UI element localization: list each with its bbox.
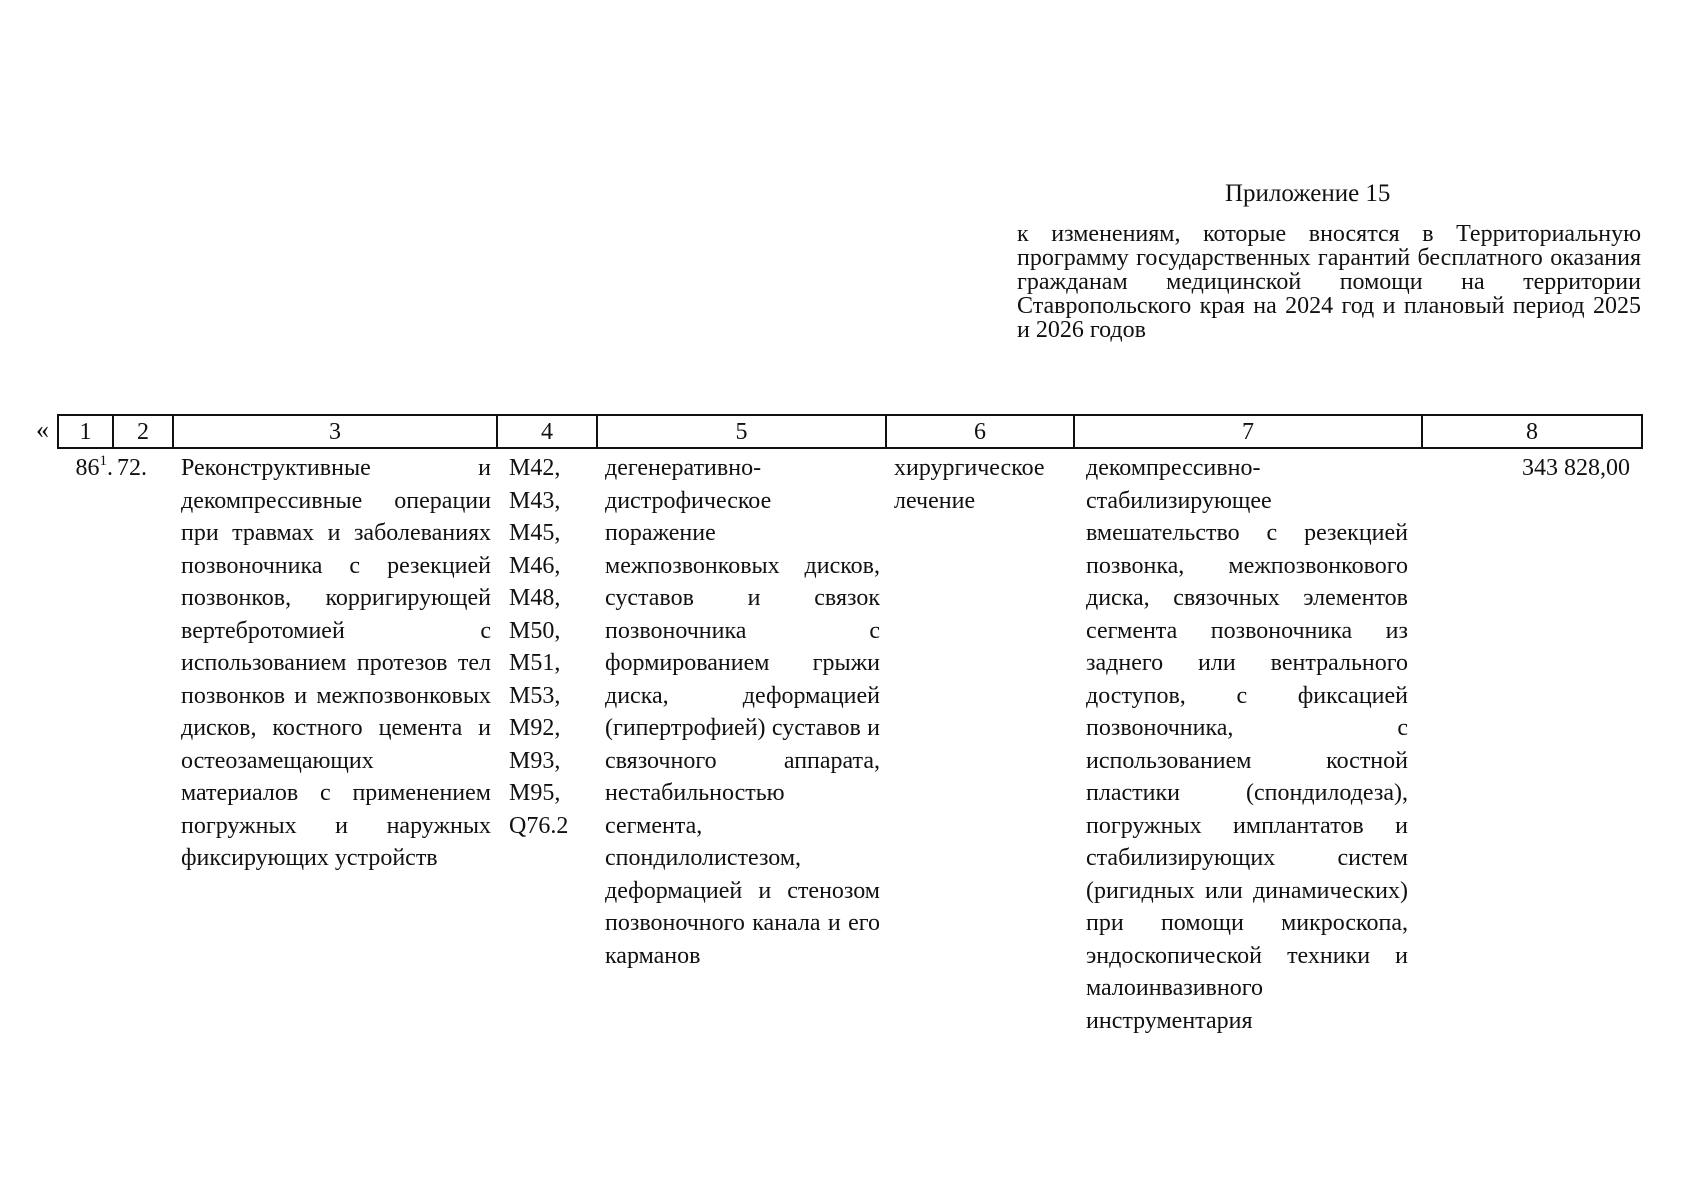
column-header: 8 (1422, 415, 1642, 448)
row-index-cell: 72. (117, 455, 147, 481)
column-number-row (58, 415, 1642, 448)
diagnosis-code: M53, (509, 682, 561, 709)
diagnosis-code: M42, (509, 455, 561, 481)
diagnosis-code: M51, (509, 650, 561, 676)
column-header: 6 (886, 415, 1074, 448)
row-number: 86 (75, 455, 100, 481)
diagnosis-code: M92, (509, 715, 561, 741)
diagnosis-code: M43, (509, 487, 561, 514)
row-number-dot: . (107, 455, 113, 481)
column-header: 1 (58, 415, 113, 448)
row-number-cell (58, 448, 113, 1037)
appendix-title: Приложение 15 (1225, 180, 1391, 207)
treatment-type-cell: хирургическое лечение (894, 455, 1045, 514)
column-header: 4 (497, 415, 597, 448)
diagnosis-code: M45, (509, 520, 561, 546)
diagnosis-code: M46, (509, 552, 561, 579)
row-number-superscript: 1 (99, 453, 107, 469)
diagnosis-code: M95, (509, 780, 561, 806)
services-table (57, 414, 1643, 1037)
diagnosis-codes-cell (497, 448, 597, 1037)
cost-cell: 343 828,00 (1522, 455, 1630, 481)
column-header: 2 (113, 415, 173, 448)
column-header: 5 (597, 415, 886, 448)
column-header: 3 (173, 415, 497, 448)
patient-model-cell: дегенеративно-дистрофическое поражение межпозвонковых дисков, суставов и связок позвоночника с формированием грыжи диска, деформацией (гипертрофией) суставов и связочного аппарата, нестабильностью сегмента, спондилолистезом, деформацией и стенозом позвоночного канала и его карманов (605, 455, 880, 969)
table-row (58, 448, 1642, 1037)
diagnosis-code: M93, (509, 747, 561, 774)
diagnosis-code: Q76.2 (509, 812, 569, 839)
appendix-subtitle: к изменениям, которые вносятся в Территориальную программу государственных гарантий бесплатного оказания гражданам медицинской помощи на территории Ставропольского края на 2024 год и плановый период 2025 и 2026 годов (1017, 221, 1641, 343)
opening-quote-mark: « (36, 415, 49, 444)
treatment-method-cell: декомпрессивно-стабилизирующее вмешательство с резекцией позвонка, межпозвонкового диска, связочных элементов сегмента позвоночника из заднего или вентрального доступов, с фиксацией позвоночника, с использованием костной пластики (спондилодеза), погружных имплантатов и стабилизирующих систем (ригидных или динамических) при помощи микроскопа, эндоскопической техники и малоинвазивного инструментария (1086, 455, 1408, 1034)
diagnosis-code: M48, (509, 585, 561, 611)
diagnosis-code: M50, (509, 617, 561, 644)
procedure-name-cell: Реконструктивные и декомпрессивные операции при травмах и заболеваниях позвоночника с резекцией позвонков, корригирующей вертебротомией с использованием протезов тел позвонков и межпозвонковых дисков, костного цемента и остеозамещающих материалов с применением погружных и наружных фиксирующих устройств (181, 455, 491, 871)
column-header: 7 (1074, 415, 1422, 448)
